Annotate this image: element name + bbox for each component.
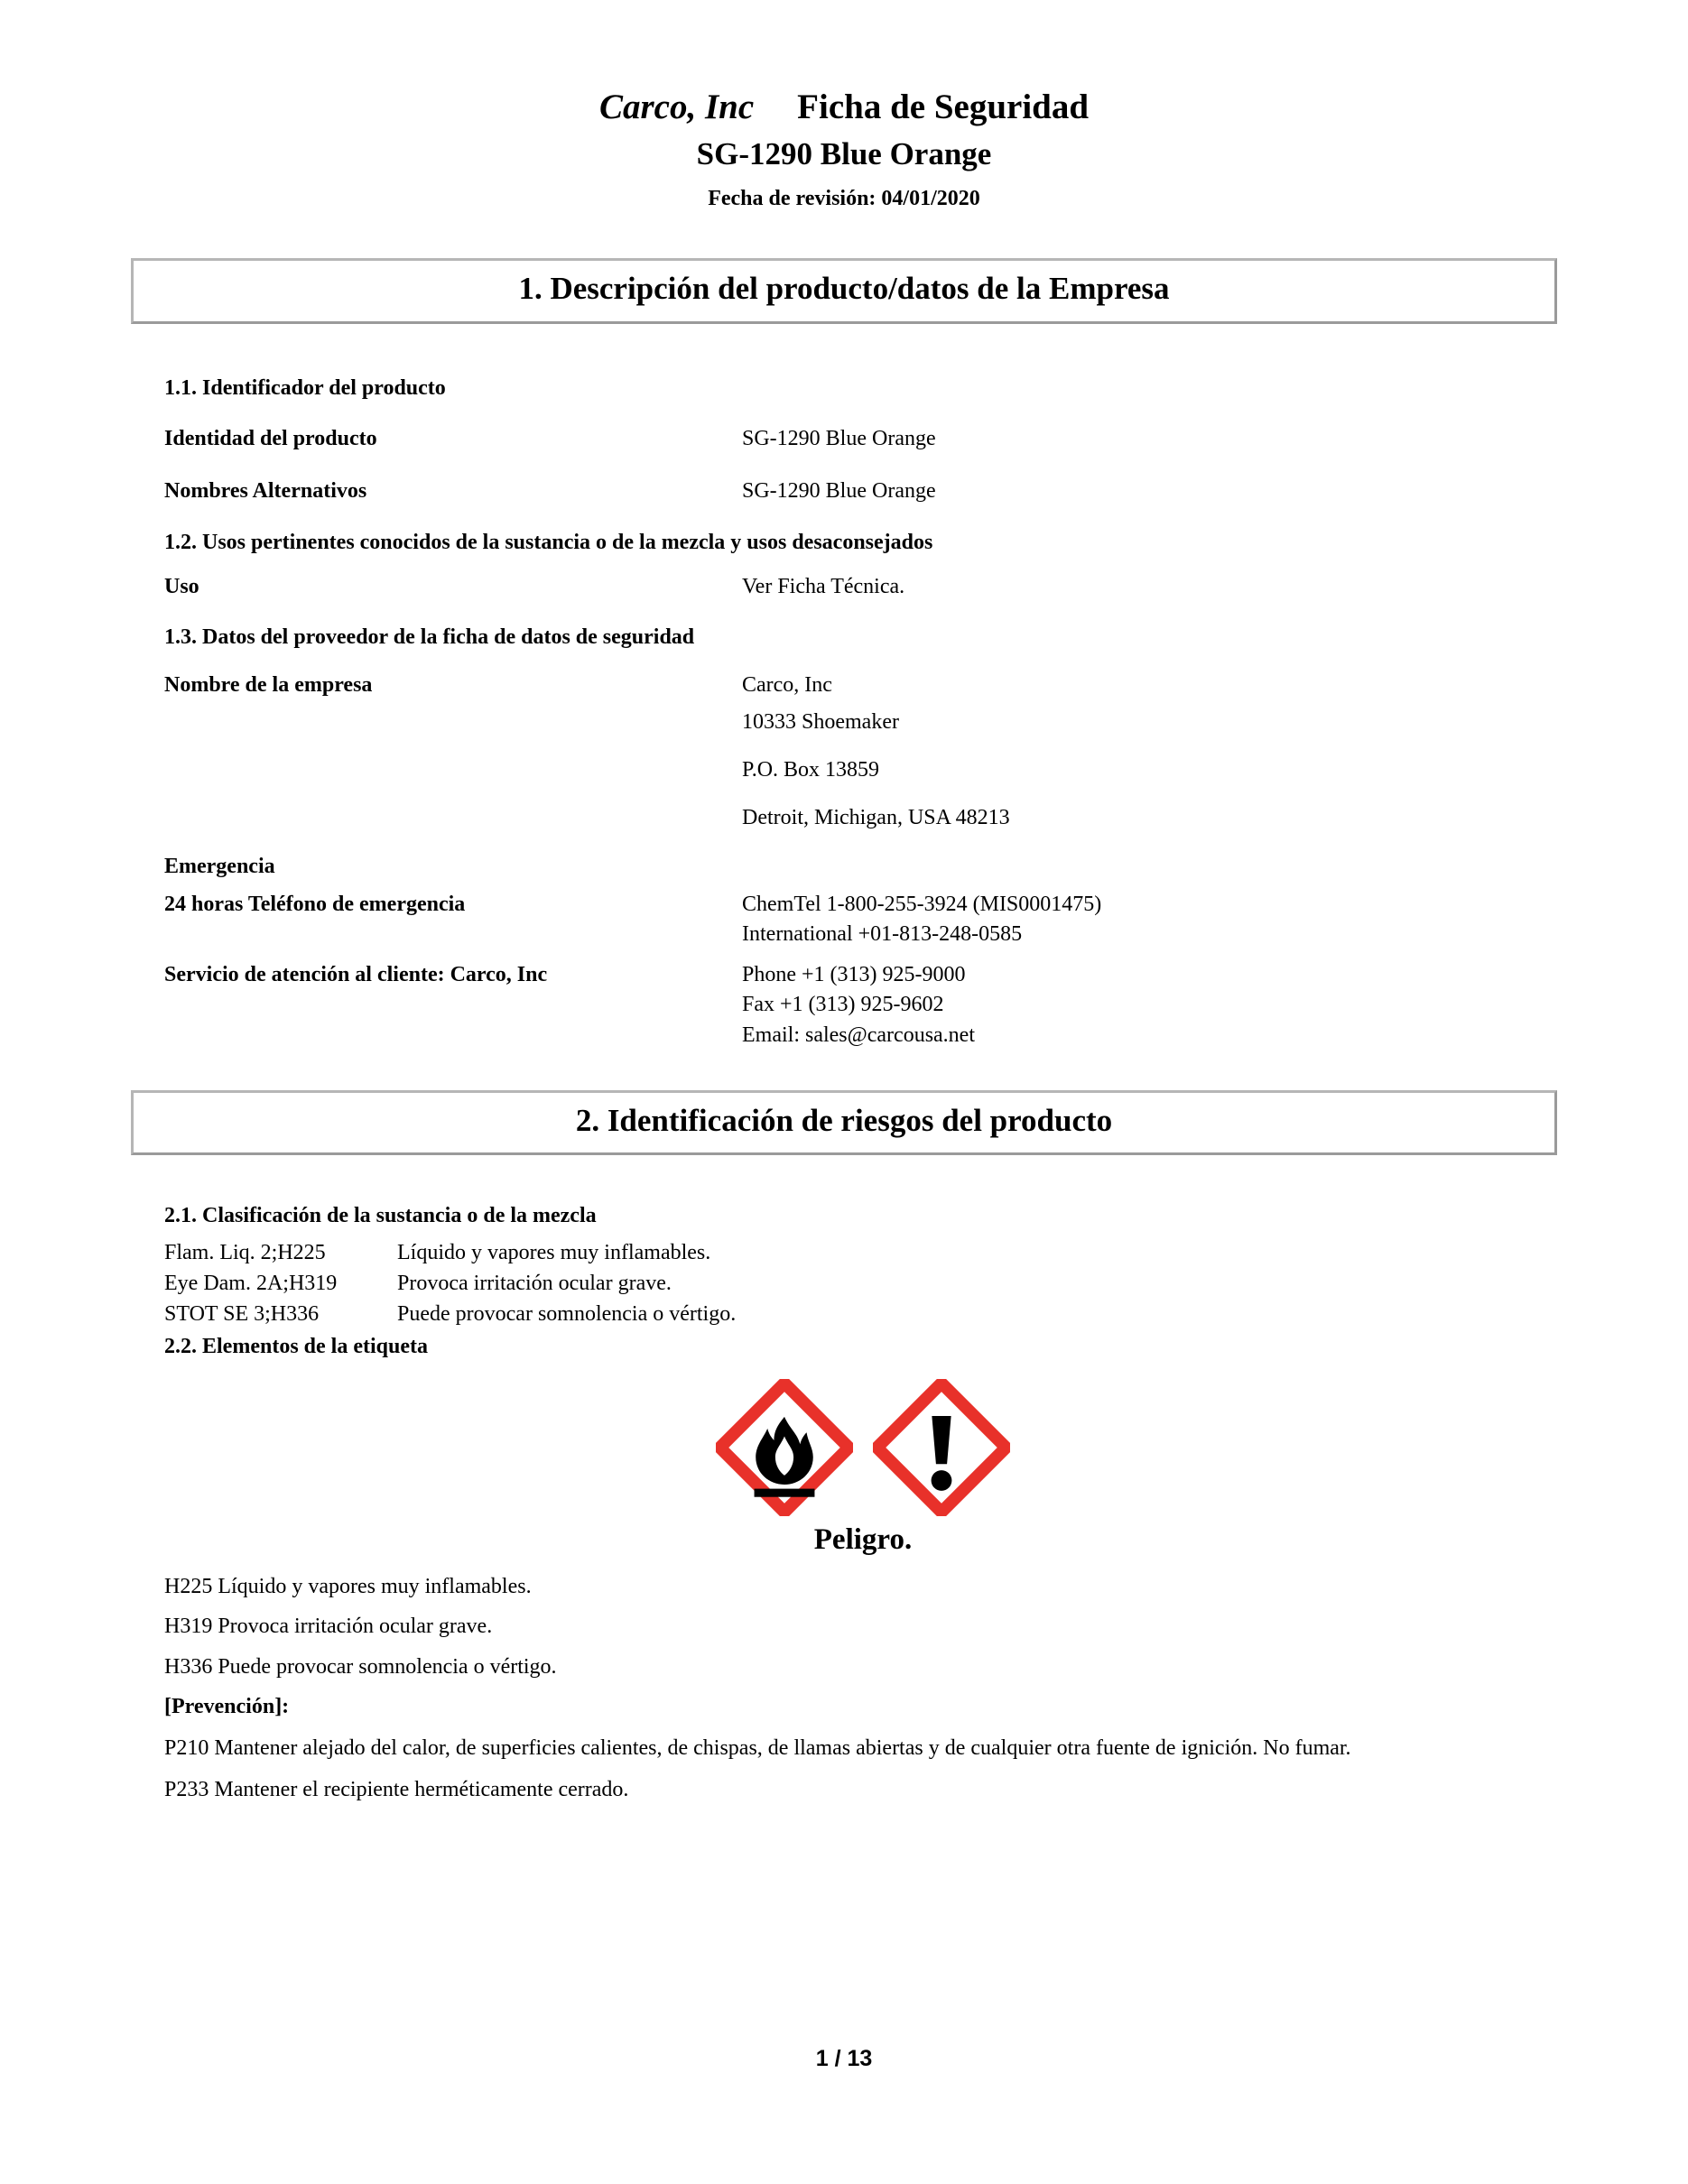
classification-code: Eye Dam. 2A;H319 bbox=[164, 1272, 338, 1296]
customer-service-line: Phone +1 (313) 925-9000 bbox=[742, 963, 966, 987]
section-1-content bbox=[0, 376, 1688, 1050]
classification-list bbox=[164, 1237, 1562, 1329]
customer-service-email: Email: sales@carcousa.net bbox=[742, 1023, 975, 1047]
prevention-heading: [Prevención]: bbox=[164, 1694, 290, 1718]
classification-row bbox=[164, 1268, 1562, 1299]
alternative-names-row bbox=[164, 477, 1562, 505]
subsection-1-1-heading: 1.1. Identificador del producto bbox=[164, 375, 446, 400]
classification-text: Provoca irritación ocular grave. bbox=[397, 1272, 672, 1296]
company-name: Carco, Inc bbox=[598, 88, 755, 126]
company-name-label: Nombre de la empresa bbox=[164, 672, 373, 697]
customer-service-value bbox=[742, 960, 975, 1050]
emergency-phone-value bbox=[742, 890, 1101, 949]
product-identity-value: SG-1290 Blue Orange bbox=[742, 426, 936, 450]
customer-service-label: Servicio de atención al cliente: Carco, Inc bbox=[164, 963, 548, 987]
section-1-banner bbox=[131, 258, 1557, 324]
address-line: Carco, Inc bbox=[742, 672, 832, 697]
address-line: Detroit, Michigan, USA 48213 bbox=[742, 806, 1010, 830]
emergency-heading: Emergencia bbox=[164, 855, 275, 879]
use-label: Uso bbox=[164, 575, 199, 599]
classification-row bbox=[164, 1237, 1562, 1268]
hazard-statement: H336 Puede provocar somnolencia o vértigo. bbox=[164, 1654, 557, 1679]
use-value: Ver Ficha Técnica. bbox=[742, 575, 905, 599]
label-elements-area bbox=[164, 1379, 1562, 1557]
signal-word: Peligro. bbox=[813, 1523, 913, 1557]
section-2-content bbox=[0, 1204, 1688, 1805]
revision-date: Fecha de revisión: 04/01/2020 bbox=[708, 187, 980, 211]
customer-service-line: Fax +1 (313) 925-9602 bbox=[742, 993, 944, 1017]
company-address-row bbox=[164, 671, 1562, 833]
classification-text: Líquido y vapores muy inflamables. bbox=[397, 1241, 711, 1265]
section-2-title: 2. Identificación de riesgos del producto bbox=[575, 1102, 1113, 1138]
hazard-statement: H319 Provoca irritación ocular grave. bbox=[164, 1615, 493, 1639]
hazard-statement: H225 Líquido y vapores muy inflamables. bbox=[164, 1575, 532, 1599]
classification-row bbox=[164, 1299, 1562, 1329]
section-1-title: 1. Descripción del producto/datos de la Empresa bbox=[518, 271, 1170, 307]
page-number: 1 / 13 bbox=[815, 2046, 873, 2071]
precautionary-statement: P210 Mantener alejado del calor, de superficies calientes, de chispas, de llamas abiertas y de cualquier otra fuente de ignición. No fumar. bbox=[164, 1735, 1351, 1760]
classification-text: Puede provocar somnolencia o vértigo. bbox=[397, 1302, 737, 1327]
document-type: Ficha de Seguridad bbox=[797, 88, 1090, 126]
alternative-names-label: Nombres Alternativos bbox=[164, 478, 367, 503]
page-footer bbox=[0, 2046, 1688, 2072]
subsection-2-2-heading: 2.2. Elementos de la etiqueta bbox=[164, 1335, 428, 1359]
address-line: P.O. Box 13859 bbox=[742, 757, 880, 782]
address-line: 10333 Shoemaker bbox=[742, 709, 899, 734]
subsection-1-3-heading: 1.3. Datos del proveedor de la ficha de datos de seguridad bbox=[164, 625, 695, 649]
subsection-1-2-heading: 1.2. Usos pertinentes conocidos de la sustancia o de la mezcla y usos desaconsejados bbox=[164, 531, 933, 555]
product-identity-label: Identidad del producto bbox=[164, 426, 377, 450]
emergency-phone-label: 24 horas Teléfono de emergencia bbox=[164, 893, 466, 917]
ghs02-flame-pictogram bbox=[716, 1379, 853, 1516]
classification-code: Flam. Liq. 2;H225 bbox=[164, 1241, 326, 1265]
emergency-phone-line: International +01-813-248-0585 bbox=[742, 922, 1023, 947]
emergency-phone-row bbox=[164, 890, 1562, 949]
product-identity-row bbox=[164, 424, 1562, 453]
section-2-banner bbox=[131, 1090, 1557, 1156]
document-title-line bbox=[0, 87, 1688, 128]
classification-code: STOT SE 3;H336 bbox=[164, 1302, 320, 1327]
use-row bbox=[164, 572, 1562, 601]
company-address-value bbox=[742, 671, 1010, 833]
customer-service-row bbox=[164, 960, 1562, 1050]
precautionary-statement: P233 Mantener el recipiente herméticamente cerrado. bbox=[164, 1777, 629, 1801]
emergency-phone-line: ChemTel 1-800-255-3924 (MIS0001475) bbox=[742, 893, 1102, 917]
document-header bbox=[0, 0, 1688, 211]
subsection-2-1-heading: 2.1. Clasificación de la sustancia o de la mezcla bbox=[164, 1204, 597, 1228]
ghs-pictogram-group bbox=[164, 1379, 1562, 1516]
alternative-names-value: SG-1290 Blue Orange bbox=[742, 478, 936, 503]
ghs07-exclamation-pictogram bbox=[873, 1379, 1010, 1516]
product-title: SG-1290 Blue Orange bbox=[696, 136, 992, 172]
